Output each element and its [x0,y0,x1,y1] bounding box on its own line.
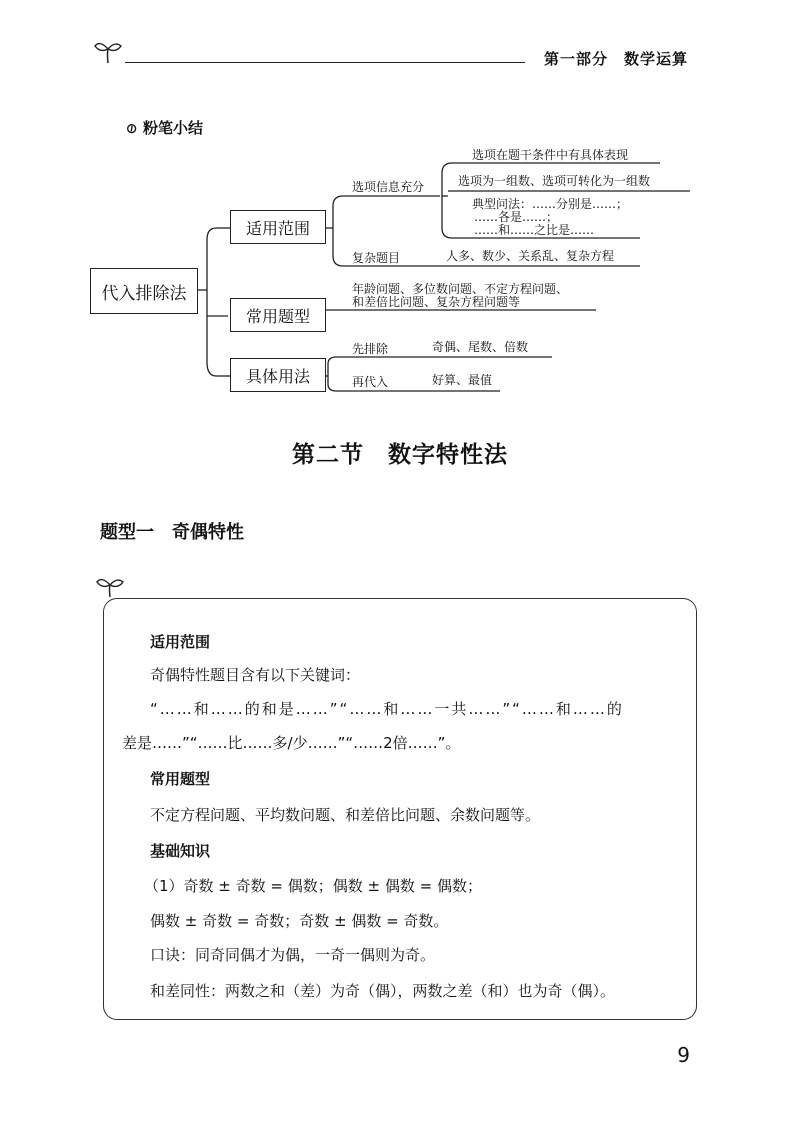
kb-rule-2: 偶数 ± 奇数 = 奇数；奇数 ± 偶数 = 奇数。 [150,912,449,930]
section-title: 第二节 数字特性法 [292,442,508,468]
kb-mnemonic: 口诀：同奇同偶才为偶，一奇一偶则为奇。 [150,946,436,964]
usage-exclude-detail: 奇偶、尾数、倍数 [432,340,529,354]
kb-basics-heading: 基础知识 [150,842,211,860]
kb-scope-heading: 适用范围 [150,633,211,651]
option-item-2: 选项为一组数、选项可转化为一组数 [458,174,651,188]
kb-keywords-line1: “……和……的和是……”“……和……一共……”“……和……的 [150,700,624,718]
option-item-1: 选项在题干条件中有具体表现 [472,148,629,162]
types-detail-1: 年龄问题、多位数问题、不定方程问题、 [352,282,569,296]
page-number: 9 [677,1043,690,1067]
kb-types-detail: 不定方程问题、平均数问题、和差倍比问题、余数问题等。 [150,806,541,824]
chalk-icon: ⊘ [122,119,142,139]
header-chapter: 第一部分 数学运算 [543,50,688,68]
mindmap-lines [0,0,800,420]
kb-keywords-intro: 奇偶特性题目含有以下关键词： [150,666,361,684]
branch-scope: 适用范围 [230,210,326,244]
kb-rule-1: （1）奇数 ± 奇数 = 偶数；偶数 ± 偶数 = 偶数； [144,877,482,895]
sprout-icon [96,574,126,598]
question-type-title: 题型一 奇偶特性 [100,522,244,543]
sub-options-sufficient: 选项信息充分 [352,180,425,194]
kb-types-heading: 常用题型 [150,770,211,788]
usage-exclude: 先排除 [352,342,389,356]
typical-question-3: ……和……之比是…… [474,223,595,237]
usage-substitute-detail: 好算、最值 [432,373,493,387]
mindmap-root: 代入排除法 [90,268,198,314]
typical-question-2: ……各是……； [474,210,559,224]
complex-detail: 人多、数少、关系乱、复杂方程 [446,249,615,263]
sub-complex: 复杂题目 [352,251,401,265]
branch-types: 常用题型 [230,298,326,332]
usage-substitute: 再代入 [352,375,389,389]
summary-title: ⊘ 粉笔小结 [122,119,203,139]
types-detail-2: 和差倍比问题、复杂方程问题等 [352,295,521,309]
typical-question-1: 典型问法：……分别是……； [472,197,629,211]
kb-same-parity: 和差同性：两数之和（差）为奇（偶），两数之差（和）也为奇（偶）。 [150,982,616,1000]
kb-keywords-line2: 差是……”“……比……多/少……”“……2倍……”。 [122,734,461,752]
branch-usage: 具体用法 [230,358,326,392]
